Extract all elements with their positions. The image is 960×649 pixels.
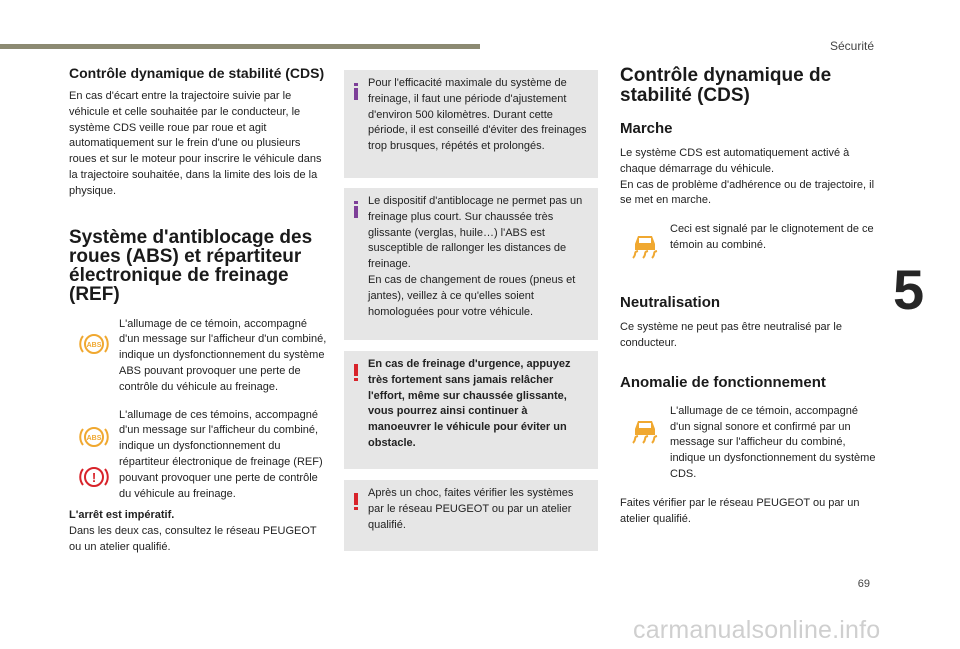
- abs-icon-label-2: ABS: [86, 434, 102, 442]
- chapter-number: 5: [893, 258, 925, 321]
- header-accent-bar: [0, 44, 480, 49]
- page-number: 69: [857, 578, 870, 590]
- neutralisation-title: Neutralisation: [620, 294, 721, 312]
- info-icon: [353, 201, 359, 218]
- skid-car-icon-2: [629, 415, 661, 445]
- marche-title: Marche: [620, 120, 673, 137]
- cds-subtitle: Contrôle dynamique de stabilité (CDS): [69, 65, 325, 81]
- warning-shock-text: Après un choc, faites vérifier les systèmes par le réseau PEUGEOT ou par un atelier qualifié.: [368, 487, 574, 531]
- anomalie-icon-row: [620, 404, 878, 483]
- info-icon: [353, 83, 359, 100]
- info-break-in-text: Pour l'efficacité maximale du système de freinage, il faut une période d'ajustement d'environ 500 kilomètres. Durant cette période, il est conseillé d'éviter des freinages trop brusques, répétés et prolongés.: [368, 77, 587, 153]
- abs-warning-icon-2: [78, 424, 110, 450]
- neutralisation-text: Ce système ne peut pas être neutralisé par le conducteur.: [620, 321, 842, 349]
- ref-warning-row: [69, 408, 327, 503]
- ref-warning-text: L'allumage de ces témoins, accompagné d'un message sur l'afficheur du combiné, indique un dysfonctionnement du répartiteur électronique de freinage (REF) pouvant provoquer une perte de contrôle du véhicule au freinage.: [119, 408, 323, 500]
- brake-alert-icon: [78, 464, 110, 490]
- abs-warning-row: [69, 317, 327, 396]
- final-text: Faites vérifier par le réseau PEUGEOT ou par un atelier qualifié.: [620, 496, 860, 525]
- watermark: carmanualsonline.info: [633, 616, 881, 644]
- marche-icon-text: Ceci est signalé par le clignotement de ce témoin au combiné.: [670, 223, 874, 251]
- cds-title: Contrôle dynamique de stabilité (CDS): [620, 65, 832, 106]
- warning-icon: [353, 364, 359, 381]
- abs-icon-label: ABS: [86, 341, 102, 349]
- abs-warning-text: L'allumage de ce témoin, accompagné d'un message sur l'afficheur d'un combiné, indique un dysfonctionnement du système ABS pouvant provoquer une perte de contrôle du véhicule au freinage.: [119, 317, 327, 393]
- info-box-abs: [344, 188, 598, 340]
- warning-box-shock: [344, 480, 598, 551]
- stop-text: Dans les deux cas, consultez le réseau PEUGEOT ou un atelier qualifié.: [69, 525, 317, 553]
- info-box-break-in: [344, 70, 598, 178]
- info-wheels-text: En cas de changement de roues (pneus et jantes), veillez à ce qu'elles soient homologuées pour votre véhicule.: [368, 273, 576, 318]
- right-column: [620, 66, 878, 527]
- info-abs-text: Le dispositif d'antiblocage ne permet pas un freinage plus court. Sur chaussée très glissante (verglas, huile…) l'ABS est susceptible de rallonger les distances de freinage.: [368, 195, 583, 271]
- warning-emergency-text: En cas de freinage d'urgence, appuyez très fortement sans jamais relâcher l'effort, même sur chaussée glissante, vous pourrez ainsi continuer à manoeuvrer le véhicule pour éviter un obstacle.: [368, 358, 571, 449]
- abs-title: Système d'antiblocage des roues (ABS) et répartiteur électronique de freinage (REF): [69, 226, 313, 305]
- marche-text-1: Le système CDS est automatiquement activé à chaque démarrage du véhicule.: [620, 147, 850, 175]
- marche-icon-row: [620, 222, 878, 260]
- section-title: Sécurité: [829, 39, 874, 53]
- warning-icon: [353, 493, 359, 510]
- marche-text-2: En cas de problème d'adhérence ou de trajectoire, il se met en marche.: [620, 178, 875, 207]
- alert-icon-label: !: [91, 469, 97, 485]
- cds-description: En cas d'écart entre la trajectoire suivie par le véhicule et celle souhaitée par le conducteur, le système CDS veille roue par roue et agit automatiquement sur le frein d'une ou plusieurs roues et sur le moteur pour inscrire le véhicule dans la trajectoire souhaitée, dans la limite des lois de la physique.: [69, 90, 322, 197]
- anomalie-title: Anomalie de fonctionnement: [620, 373, 826, 391]
- warning-box-emergency: [344, 351, 598, 469]
- stop-title: L'arrêt est impératif.: [69, 509, 175, 522]
- anomalie-icon-text: L'allumage de ce témoin, accompagné d'un signal sonore et confirmé par un message sur l'afficheur du combiné, indique un dysfonctionnement du système CDS.: [670, 404, 876, 480]
- abs-warning-icon: [78, 331, 110, 357]
- skid-car-icon: [629, 230, 661, 260]
- left-column: [69, 66, 327, 556]
